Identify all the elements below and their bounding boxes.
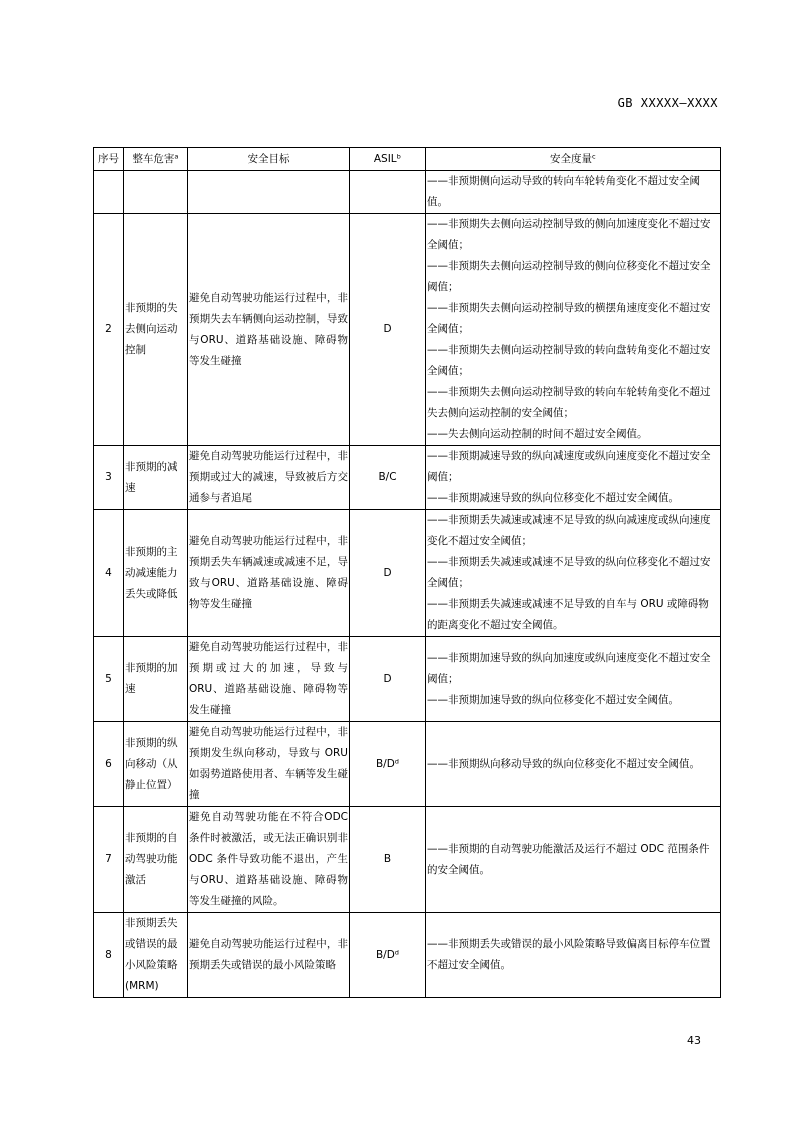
table-row [94, 722, 721, 807]
vehicle-hazard: 非预期的自动驾驶功能激活 [124, 807, 188, 913]
safety-measure-item: ——非预期的自动驾驶功能激活及运行不超过 ODC 范围条件的安全阈值。 [427, 842, 710, 876]
safety-goal [188, 171, 350, 214]
vehicle-hazard [124, 171, 188, 214]
safety-goal: 避免自动驾驶功能在不符合ODC条件时被激活，或无法正确识别非 ODC 条件导致功能不退出，产生与ORU、道路基础设施、障碍物等发生碰撞的风险。 [188, 807, 350, 913]
row-number: 4 [94, 510, 124, 637]
table-row [94, 171, 721, 214]
asil-level: D [350, 510, 426, 637]
asil-level: B/C [350, 446, 426, 510]
safety-goal: 避免自动驾驶功能运行过程中，非预期或过大的减速，导致被后方交通参与者追尾 [188, 446, 350, 510]
row-number: 6 [94, 722, 124, 807]
table-row [94, 510, 721, 637]
table-row [94, 807, 721, 913]
asil-level [350, 171, 426, 214]
column-header-hazard: 整车危害ᵃ [124, 148, 188, 171]
safety-measure-item: ——失去侧向运动控制的时间不超过安全阈值。 [427, 428, 648, 440]
vehicle-hazard: 非预期的减速 [124, 446, 188, 510]
table-row [94, 446, 721, 510]
column-header-asil: ASILᵇ [350, 148, 426, 171]
vehicle-hazard: 非预期的纵向移动（从静止位置） [124, 722, 188, 807]
safety-measures [426, 446, 721, 510]
column-header-no: 序号 [94, 148, 124, 171]
asil-level: D [350, 214, 426, 446]
safety-measure-item: ——非预期侧向运动导致的转向车轮转角变化不超过安全阈值。 [427, 175, 700, 208]
safety-measure-item: ——非预期加速导致的纵向位移变化不超过安全阈值。 [427, 693, 679, 706]
row-number: 8 [94, 913, 124, 998]
safety-measure-item: ——非预期减速导致的纵向减速度或纵向速度变化不超过安全阈值； [427, 450, 711, 483]
safety-measures [426, 722, 721, 807]
safety-measure-item: ——非预期失去侧向运动控制导致的侧向加速度变化不超过安全阈值； [427, 218, 711, 251]
safety-measure-item: ——非预期纵向移动导致的纵向位移变化不超过安全阈值。 [427, 757, 700, 770]
row-number [94, 171, 124, 214]
row-number: 5 [94, 637, 124, 722]
asil-level: B [350, 807, 426, 913]
safety-goal: 避免自动驾驶功能运行过程中，非预期或过大的加速，导致与ORU、道路基础设施、障碍物等发生碰撞 [188, 637, 350, 722]
safety-measure-item: ——非预期丢失减速或减速不足导致的纵向减速度或纵向速度变化不超过安全阈值； [427, 514, 711, 547]
standard-number: GB XXXXX—XXXX [617, 96, 718, 110]
safety-measures [426, 807, 721, 913]
safety-measures [426, 510, 721, 637]
safety-measure-item: ——非预期失去侧向运动控制导致的横摆角速度变化不超过安全阈值； [427, 302, 711, 335]
column-header-safety-goal: 安全目标 [188, 148, 350, 171]
page-number: 43 [687, 1034, 701, 1047]
safety-goal: 避免自动驾驶功能运行过程中，非预期发生纵向移动，导致与 ORU 如弱势道路使用者、车辆等发生碰撞 [188, 722, 350, 807]
safety-measures [426, 171, 721, 214]
safety-goal: 避免自动驾驶功能运行过程中，非预期失去车辆侧向运动控制，导致与ORU、道路基础设施、障碍物等发生碰撞 [188, 214, 350, 446]
safety-goals-table [93, 147, 721, 998]
asil-level: D [350, 637, 426, 722]
vehicle-hazard: 非预期的主动减速能力丢失或降低 [124, 510, 188, 637]
safety-measure-item: ——非预期加速导致的纵向加速度或纵向速度变化不超过安全阈值； [427, 651, 711, 685]
table-row [94, 913, 721, 998]
column-header-safety-measure: 安全度量ᶜ [426, 148, 721, 171]
vehicle-hazard: 非预期丢失或错误的最小风险策略(MRM) [124, 913, 188, 998]
vehicle-hazard: 非预期的失去侧向运动控制 [124, 214, 188, 446]
safety-measures [426, 637, 721, 722]
table-header-row [94, 148, 721, 171]
safety-measure-item: ——非预期丢失减速或减速不足导致的纵向位移变化不超过安全阈值； [427, 556, 711, 589]
table-row [94, 637, 721, 722]
safety-measure-item: ——非预期失去侧向运动控制导致的转向车轮转角变化不超过失去侧向运动控制的安全阈值； [427, 386, 711, 419]
safety-measure-item: ——非预期丢失减速或减速不足导致的自车与 ORU 或障碍物的距离变化不超过安全阈值。 [427, 598, 709, 631]
table-row [94, 214, 721, 446]
safety-measure-item: ——非预期失去侧向运动控制导致的转向盘转角变化不超过安全阈值； [427, 344, 711, 377]
vehicle-hazard: 非预期的加速 [124, 637, 188, 722]
asil-level: B/Dᵈ [350, 722, 426, 807]
safety-measure-item: ——非预期失去侧向运动控制导致的侧向位移变化不超过安全阈值； [427, 260, 711, 293]
row-number: 3 [94, 446, 124, 510]
asil-level: B/Dᵈ [350, 913, 426, 998]
safety-measures [426, 214, 721, 446]
safety-measure-item: ——非预期减速导致的纵向位移变化不超过安全阈值。 [427, 492, 679, 504]
safety-goal: 避免自动驾驶功能运行过程中，非预期丢失车辆减速或减速不足，导致与ORU、道路基础设施、障碍物等发生碰撞 [188, 510, 350, 637]
safety-measure-item: ——非预期丢失或错误的最小风险策略导致偏离目标停车位置不超过安全阈值。 [427, 938, 711, 971]
row-number: 2 [94, 214, 124, 446]
safety-measures [426, 913, 721, 998]
safety-goal: 避免自动驾驶功能运行过程中，非预期丢失或错误的最小风险策略 [188, 913, 350, 998]
row-number: 7 [94, 807, 124, 913]
